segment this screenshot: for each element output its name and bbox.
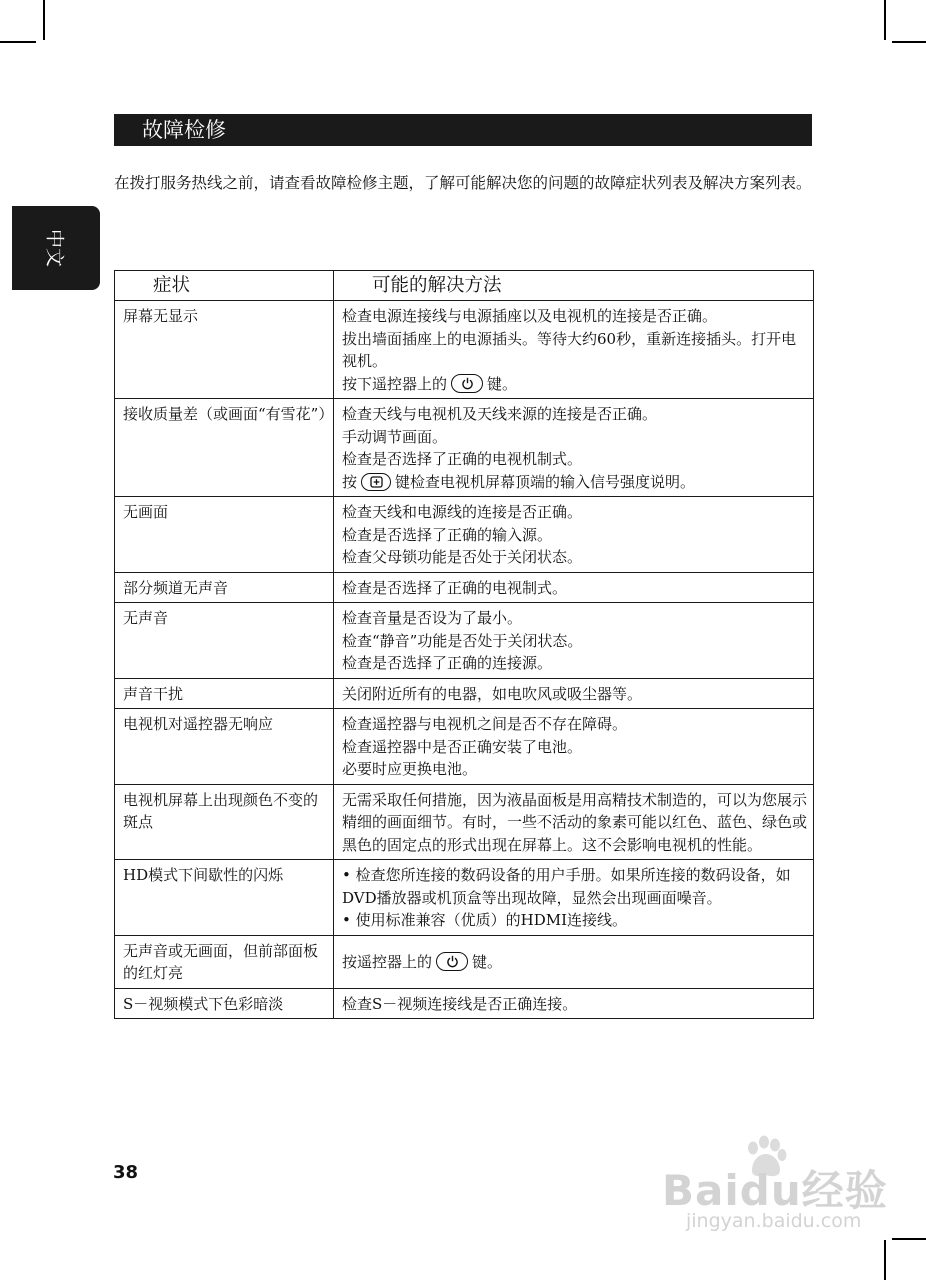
power-icon [451,374,483,393]
language-tab-label: 中文 [43,228,66,268]
crop-mark [892,41,926,43]
page-number: 38 [113,1162,139,1183]
solution-line: 检查天线与电视机及天线来源的连接是否正确。 [342,405,658,423]
symptom-cell: 无声音 [115,603,334,679]
solution-line: 检查父母锁功能是否处于关闭状态。 [342,548,583,566]
crop-mark [892,1238,926,1240]
table-row [115,572,814,603]
solution-line: 检查音量是否设为了最小。 [342,609,523,627]
table-row [115,399,814,497]
table-row [115,603,814,679]
solution-line: • 检查您所连接的数码设备的用户手册。如果所连接的数码设备，如DVD播放器或机顶盒等出现故障，显然会出现画面噪音。 [342,866,791,907]
symptom-cell: HD模式下间歇性的闪烁 [115,860,334,936]
symptom-cell: 电视机对遥控器无响应 [115,709,334,785]
troubleshooting-table [114,270,814,1019]
table-row [115,709,814,785]
intro-paragraph: 在拨打服务热线之前，请查看故障检修主题，了解可能解决您的问题的故障症状列表及解决方案列表。 [114,174,812,192]
solution-cell [334,988,814,1019]
watermark-url: jingyan.baidu.com [686,1210,862,1232]
table-row [115,678,814,709]
solution-line: 检查“静音”功能是否处于关闭状态。 [342,631,583,650]
solution-line [342,951,807,974]
table-header-row [115,271,814,301]
solution-cell [334,935,814,988]
info-icon [361,473,391,491]
crop-mark [884,1240,886,1280]
table-row [115,784,814,860]
solution-line: 检查是否选择了正确的电视制式。 [342,578,568,597]
table-row [115,301,814,399]
solution-line: 检查是否选择了正确的电视机制式。 [342,450,583,468]
column-header-solution: 可能的解决方法 [334,271,814,301]
section-title: 故障检修 [114,114,812,146]
solution-cell [334,709,814,785]
crop-mark [884,0,886,40]
symptom-cell: 无声音或无画面，但前部面板的红灯亮 [115,935,334,988]
symptom-cell: 部分频道无声音 [115,572,334,603]
power-icon [436,952,468,971]
solution-cell [334,497,814,573]
solution-cell [334,399,814,497]
solution-cell [334,301,814,399]
symptom-cell: 无画面 [115,497,334,573]
solution-line: 检查电源连接线与电源插座以及电视机的连接是否正确。 [342,307,718,325]
solution-line: • 使用标准兼容（优质）的HDMI连接线。 [342,911,628,929]
crop-mark [0,41,36,43]
solution-text: 键。 [487,374,518,393]
symptom-cell: 声音干扰 [115,678,334,709]
solution-text: 键。 [472,952,503,971]
table-row [115,860,814,936]
solution-line: 检查遥控器与电视机之间是否不存在障碍。 [342,715,628,733]
solution-line: 检查是否选择了正确的输入源。 [342,525,553,544]
watermark-logo: Baidu经验 [662,1166,888,1215]
solution-text: 按下遥控器上的 [342,374,448,393]
solution-line: 无需采取任何措施，因为液晶面板是用高精技术制造的，可以为您展示精细的画面细节。有时，一些不活动的象素可能以红色、蓝色、绿色或黑色的固定点的形式出现在屏幕上。这不会影响电视机的性能。 [342,790,808,854]
solution-line: 拔出墙面插座上的电源插头。等待大约60秒，重新连接插头。打开电视机。 [342,329,797,370]
language-tab [12,206,100,290]
solution-cell [334,603,814,679]
crop-mark [43,0,45,40]
solution-cell [334,784,814,860]
solution-line: 检查是否选择了正确的连接源。 [342,654,553,672]
solution-cell [334,860,814,936]
table-row [115,497,814,573]
solution-line: 检查天线和电源线的连接是否正确。 [342,503,583,521]
table-row [115,988,814,1019]
solution-line: 关闭附近所有的电器，如电吹风或吸尘器等。 [342,684,643,703]
solution-text: 按 [342,472,358,491]
table-row [115,935,814,988]
solution-text: 按遥控器上的 [342,952,433,971]
symptom-cell: S－视频模式下色彩暗淡 [115,988,334,1019]
solution-line: 手动调节画面。 [342,427,448,446]
solution-line: 检查遥控器中是否正确安装了电池。 [342,737,583,756]
symptom-cell: 电视机屏幕上出现颜色不变的斑点 [115,784,334,860]
solution-line [342,471,807,494]
solution-text: 键检查电视机屏幕顶端的输入信号强度说明。 [395,472,696,491]
solution-line: 检查S－视频连接线是否正确连接。 [342,994,578,1013]
column-header-symptom: 症状 [115,271,334,301]
symptom-cell: 屏幕无显示 [115,301,334,399]
solution-cell [334,678,814,709]
solution-line: 必要时应更换电池。 [342,760,478,778]
solution-cell [334,572,814,603]
symptom-cell: 接收质量差（或画面“有雪花”） [115,399,334,497]
solution-line [342,373,807,396]
